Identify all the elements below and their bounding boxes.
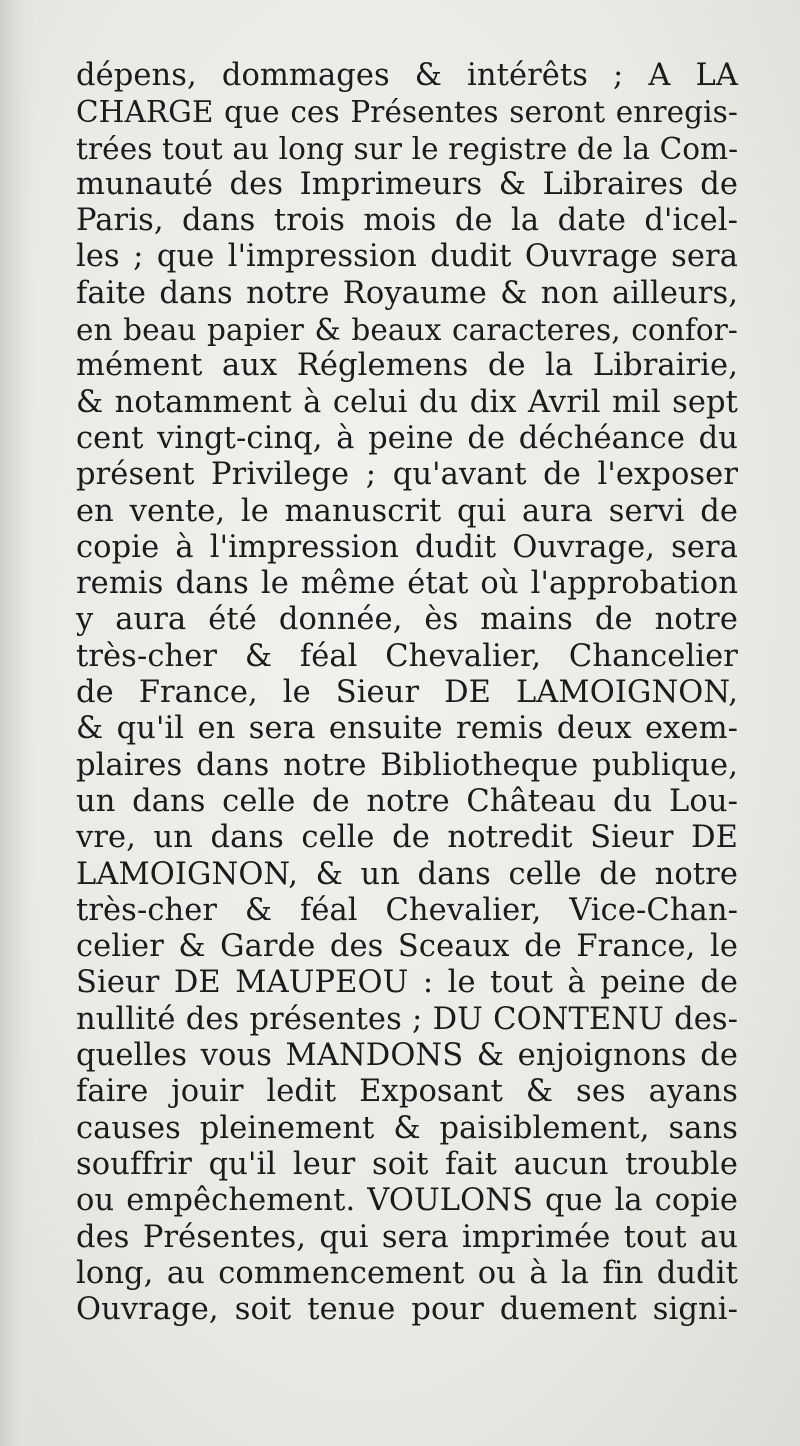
text-line: faire jouir ledit Exposant & ses ayans — [76, 1074, 738, 1110]
page-gutter-shadow — [0, 0, 36, 1446]
text-block — [76, 58, 738, 1328]
text-line: en vente, le manuscrit qui aura servi de — [76, 493, 738, 529]
text-line: dépens, dommages & intérêts ; A LA — [76, 58, 738, 93]
text-line: souffrir qu'il leur soit fait aucun trouble — [76, 1146, 738, 1182]
text-line: nullité des présentes ; DU CONTENU des- — [76, 1001, 738, 1037]
text-line: y aura été donnée, ès mains de notre — [76, 602, 738, 638]
text-line: trées tout au long sur le registre de la Com- — [76, 131, 739, 166]
text-line: cent vingt-cinq, à peine de déchéance du — [76, 420, 738, 456]
text-line: en beau papier & beaux caracteres, confor- — [76, 313, 738, 348]
text-line: ou empêchement. VOULONS que la copie — [76, 1183, 738, 1219]
text-line: un dans celle de notre Château du Lou- — [76, 783, 738, 819]
text-line: Ouvrage, soit tenue pour duement signi- — [76, 1292, 738, 1328]
text-line: Sieur DE MAUPEOU : le tout à peine de — [76, 965, 738, 1001]
text-line: des Présentes, qui sera imprimée tout au — [76, 1219, 738, 1255]
text-line: remis dans le même état où l'approbation — [76, 566, 738, 602]
text-line: faite dans notre Royaume & non ailleurs, — [76, 275, 738, 311]
text-line: Paris, dans trois mois de la date d'icel- — [76, 203, 738, 239]
text-line: causes pleinement & paisiblement, sans — [76, 1110, 738, 1146]
text-line: LAMOIGNON, & un dans celle de notre — [76, 856, 738, 892]
text-line: mément aux Réglemens de la Librairie, — [76, 348, 738, 384]
text-line: munauté des Imprimeurs & Libraires de — [76, 166, 738, 202]
text-line: vre, un dans celle de notredit Sieur DE — [76, 820, 738, 856]
text-line: celier & Garde des Sceaux de France, le — [76, 929, 738, 965]
text-line: & qu'il en sera ensuite remis deux exem- — [76, 711, 738, 747]
text-line: plaires dans notre Bibliotheque publique, — [76, 747, 738, 783]
text-line: long, au commencement ou à la fin dudit — [76, 1255, 738, 1291]
text-line: copie à l'impression dudit Ouvrage, sera — [76, 529, 738, 565]
text-line: CHARGE que ces Présentes seront enregis- — [76, 95, 738, 130]
text-line: quelles vous MANDONS & enjoignons de — [76, 1038, 738, 1074]
text-line: présent Privilege ; qu'avant de l'exposer — [76, 457, 738, 493]
text-line: très-cher & féal Chevalier, Vice-Chan- — [76, 892, 738, 928]
text-line: les ; que l'impression dudit Ouvrage sera — [76, 239, 738, 275]
text-line: de France, le Sieur DE LAMOIGNON, — [76, 675, 738, 711]
text-line: très-cher & féal Chevalier, Chancelier — [76, 638, 738, 674]
text-line: & notamment à celui du dix Avril mil sept — [76, 384, 738, 420]
